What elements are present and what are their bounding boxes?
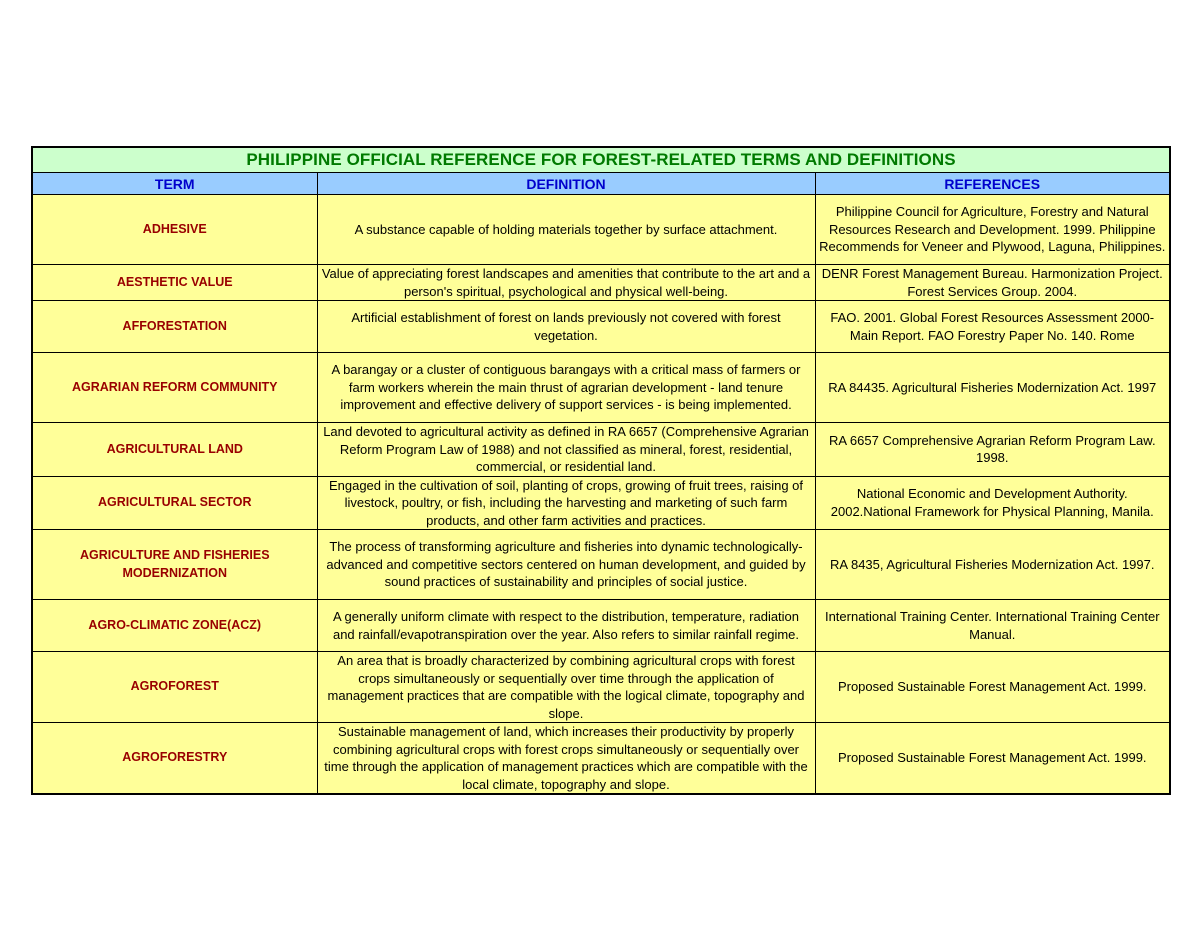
definition-cell: Land devoted to agricultural activity as defined in RA 6657 (Comprehensive Agrarian Reform Program Law of 1988) and not classified as mineral, forest, residential, commercial, or residential land. xyxy=(317,423,815,477)
definition-cell: A substance capable of holding materials together by surface attachment. xyxy=(317,195,815,265)
terms-table xyxy=(31,146,1171,795)
table-row xyxy=(32,530,1170,600)
definition-cell: Value of appreciating forest landscapes and amenities that contribute to the art and a person's spiritual, psychological and physical well-being. xyxy=(317,265,815,301)
title-row xyxy=(32,147,1170,173)
term-cell: AFFORESTATION xyxy=(32,301,317,353)
table-row xyxy=(32,195,1170,265)
definition-cell: Engaged in the cultivation of soil, planting of crops, growing of fruit trees, raising of livestock, poultry, or fish, including the harvesting and marketing of such farm products, and other farm activities and practices. xyxy=(317,476,815,530)
term-cell: AGRARIAN REFORM COMMUNITY xyxy=(32,353,317,423)
header-row xyxy=(32,173,1170,195)
table-row xyxy=(32,301,1170,353)
definition-cell: Sustainable management of land, which increases their productivity by properly combining agricultural crops with forest crops simultaneously or sequentially over time through the application of management practices which are compatible with the local climate, topography and slope. xyxy=(317,723,815,795)
reference-cell: DENR Forest Management Bureau. Harmonization Project. Forest Services Group. 2004. xyxy=(815,265,1170,301)
table-row xyxy=(32,723,1170,795)
table-row xyxy=(32,423,1170,477)
reference-cell: Proposed Sustainable Forest Management Act. 1999. xyxy=(815,723,1170,795)
term-cell: AGROFORESTRY xyxy=(32,723,317,795)
term-cell: AGRICULTURE AND FISHERIES MODERNIZATION xyxy=(32,530,317,600)
table-row xyxy=(32,265,1170,301)
term-cell: AESTHETIC VALUE xyxy=(32,265,317,301)
reference-cell: National Economic and Development Authority. 2002.National Framework for Physical Planning, Manila. xyxy=(815,476,1170,530)
table-row xyxy=(32,600,1170,652)
reference-cell: RA 84435. Agricultural Fisheries Modernization Act. 1997 xyxy=(815,353,1170,423)
term-cell: AGRICULTURAL LAND xyxy=(32,423,317,477)
term-cell: AGRICULTURAL SECTOR xyxy=(32,476,317,530)
term-cell: ADHESIVE xyxy=(32,195,317,265)
column-header-term: TERM xyxy=(32,173,317,195)
term-cell: AGRO-CLIMATIC ZONE(ACZ) xyxy=(32,600,317,652)
definition-cell: A generally uniform climate with respect to the distribution, temperature, radiation and rainfall/evapotranspiration over the year. Also refers to similar rainfall regime. xyxy=(317,600,815,652)
reference-cell: International Training Center. International Training Center Manual. xyxy=(815,600,1170,652)
definition-cell: A barangay or a cluster of contiguous barangays with a critical mass of farmers or farm workers wherein the main thrust of agrarian development - land tenure improvement and effective delivery of support services - is being implemented. xyxy=(317,353,815,423)
table-row xyxy=(32,652,1170,723)
reference-cell: RA 6657 Comprehensive Agrarian Reform Program Law. 1998. xyxy=(815,423,1170,477)
reference-cell: Proposed Sustainable Forest Management Act. 1999. xyxy=(815,652,1170,723)
reference-cell: FAO. 2001. Global Forest Resources Assessment 2000-Main Report. FAO Forestry Paper No. 140. Rome xyxy=(815,301,1170,353)
column-header-definition: DEFINITION xyxy=(317,173,815,195)
definition-cell: An area that is broadly characterized by combining agricultural crops with forest crops simultaneously or sequentially over time through the application of management practices that are compatible with the logical climate, topography and slope. xyxy=(317,652,815,723)
definition-cell: Artificial establishment of forest on lands previously not covered with forest vegetation. xyxy=(317,301,815,353)
reference-cell: Philippine Council for Agriculture, Forestry and Natural Resources Research and Development. 1999. Philippine Recommends for Veneer and Plywood, Laguna, Philippines. xyxy=(815,195,1170,265)
column-header-references: REFERENCES xyxy=(815,173,1170,195)
definition-cell: The process of transforming agriculture and fisheries into dynamic technologically-advanced and competitive sectors centered on human development, and guided by sound practices of sustainability and principles of social justice. xyxy=(317,530,815,600)
table-title: PHILIPPINE OFFICIAL REFERENCE FOR FOREST-RELATED TERMS AND DEFINITIONS xyxy=(32,147,1170,173)
table-row xyxy=(32,476,1170,530)
term-cell: AGROFOREST xyxy=(32,652,317,723)
reference-cell: RA 8435, Agricultural Fisheries Modernization Act. 1997. xyxy=(815,530,1170,600)
table-row xyxy=(32,353,1170,423)
